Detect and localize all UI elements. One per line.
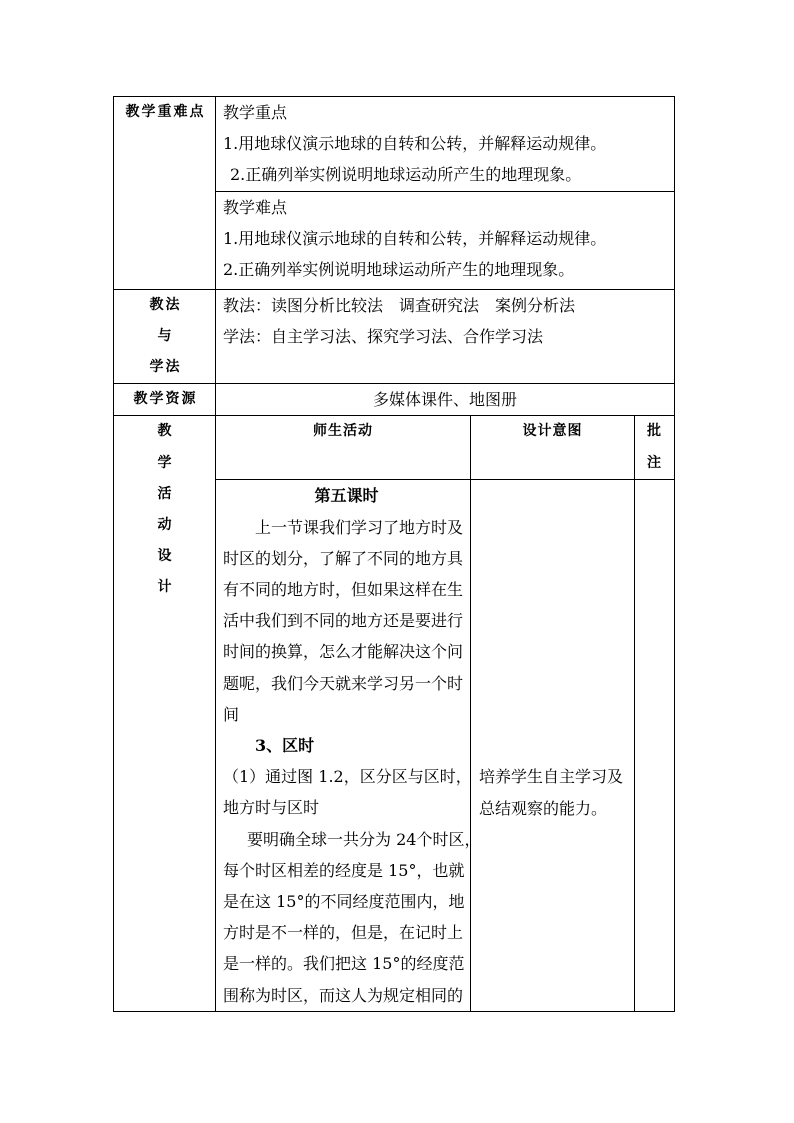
intro-line: 上一节课我们学习了地方时及 <box>255 517 464 537</box>
intent-line: 总结观察的能力。 <box>479 798 608 818</box>
intent-line: 培养学生自主学习及 <box>479 767 624 787</box>
teaching-difficulty-heading: 教学难点 <box>223 197 288 217</box>
step-line: 地方时与区时 <box>223 798 320 818</box>
methods-label-line: 学法 <box>149 359 182 376</box>
body-line: 是在这 15°的不同经度范围内，地 <box>223 892 465 912</box>
body-line: 是一样的。我们把这 15°的经度范 <box>223 954 465 974</box>
intro-line: 有不同的地方时，但如果这样在生 <box>223 580 464 600</box>
intent-header-cell <box>471 416 635 480</box>
teaching-focus-item: 1.用地球仪演示地球的自转和公转，并解释运动规律。 <box>223 134 607 154</box>
activity-label-char: 动 <box>157 517 174 534</box>
intent-content-cell <box>471 480 635 1011</box>
activities-header-cell <box>216 416 471 480</box>
notes-header-char: 注 <box>647 454 662 471</box>
teaching-difficulty-item: 2.正确列举实例说明地球运动所产生的地理现象。 <box>223 260 575 280</box>
methods-label-cell <box>114 289 216 384</box>
activity-label-char: 活 <box>157 485 174 502</box>
resources-label-cell <box>114 384 216 416</box>
notes-header-char: 批 <box>647 423 662 440</box>
intro-line: 时间的换算，怎么才能解决这个问 <box>223 642 464 662</box>
intent-header: 设计意图 <box>522 423 583 440</box>
resources-cell <box>216 384 675 416</box>
step-line: （1）通过图 1.2，区分区与区时， <box>223 767 472 787</box>
teaching-difficulty-item: 1.用地球仪演示地球的自转和公转，并解释运动规律。 <box>223 228 607 248</box>
methods-cell <box>216 289 675 384</box>
activity-label-char: 教 <box>157 423 174 440</box>
intro-line: 活中我们到不同的地方还是要进行 <box>223 611 464 631</box>
resources-label: 教学资源 <box>133 391 198 408</box>
notes-header-cell <box>635 416 675 480</box>
body-line: 方时是不一样的，但是，在记时上 <box>223 923 464 943</box>
activity-label-cell <box>114 416 216 1011</box>
key-points-label: 教学重难点 <box>125 104 206 120</box>
activity-label-char: 计 <box>157 579 174 596</box>
intro-line: 题呢，我们今天就来学习另一个时 <box>223 673 464 693</box>
activities-content-cell <box>216 480 481 1011</box>
section-title: 3、区时 <box>255 736 315 756</box>
learning-methods: 学法：自主学习法、探究学习法、合作学习法 <box>223 326 544 346</box>
activity-label-char: 设 <box>157 548 174 565</box>
resources-value: 多媒体课件、地图册 <box>373 390 518 410</box>
body-line: 围称为时区，而这人为规定相同的 <box>223 985 464 1005</box>
body-line: 每个时区相差的经度是 15°，也就 <box>223 860 465 880</box>
key-points-label-cell <box>114 97 216 290</box>
body-line: 要明确全球一共分为 24个时区， <box>247 829 481 849</box>
teaching-methods: 教法：读图分析比较法 调查研究法 案例分析法 <box>223 295 576 315</box>
lesson-title: 第五课时 <box>314 486 379 506</box>
teaching-difficulty-cell <box>216 191 675 289</box>
teaching-focus-item: 2.正确列举实例说明地球运动所产生的地理现象。 <box>230 165 582 185</box>
teaching-focus-cell <box>216 97 675 192</box>
lesson-plan-table <box>113 96 675 1012</box>
activities-header: 师生活动 <box>313 423 373 440</box>
intro-line: 时区的划分，了解了不同的地方具 <box>223 548 464 568</box>
methods-label-line: 教法 <box>149 296 182 313</box>
intro-line: 间 <box>223 704 240 724</box>
methods-label-line: 与 <box>157 327 174 344</box>
activity-label-char: 学 <box>157 454 174 471</box>
notes-content-cell <box>635 480 675 1011</box>
teaching-focus-heading: 教学重点 <box>223 103 288 122</box>
